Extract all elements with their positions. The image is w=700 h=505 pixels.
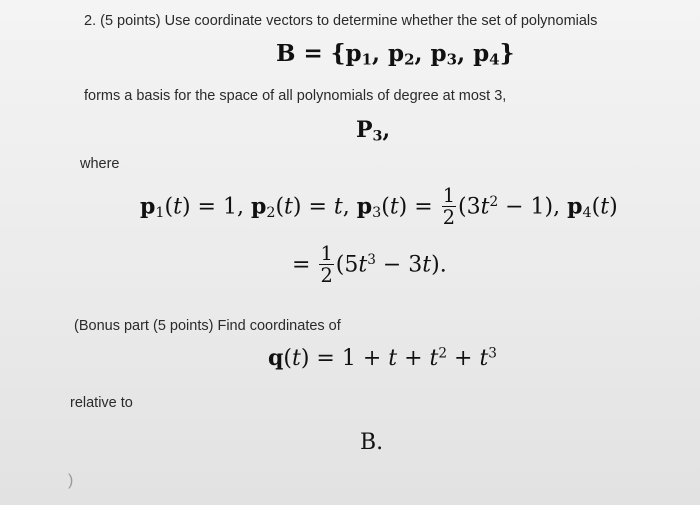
polynomial-definitions-line2: = $\frac{1}{2}$ $(5t^3 - 3t)$. bbox=[292, 242, 447, 288]
target-polynomial: $q(t) = 1 + t + t^2 + t^3$ bbox=[268, 345, 497, 371]
polynomial-definitions-line1: $p_1(t) = 1$, $p_2(t) = t$, $p_3(t)$ = $\frac{1}{2}$ $(3t^2 - 1)$, $p_4(t)$ bbox=[140, 184, 618, 230]
bonus-part-text: (Bonus part (5 points) Find coordinates of bbox=[74, 318, 341, 334]
polynomial-space: $P_3$, bbox=[356, 117, 391, 145]
margin-mark: ) bbox=[68, 472, 74, 489]
question-header bbox=[84, 13, 597, 29]
where-label: where bbox=[80, 156, 120, 172]
question-number: 2. bbox=[84, 13, 97, 29]
basis-set-name: B bbox=[276, 40, 296, 67]
relative-to-label: relative to bbox=[70, 395, 133, 411]
question-header-text: (5 points) Use coordinate vectors to determine whether the set of polynomials bbox=[100, 13, 598, 29]
basis-set-definition: $B = \{p_1$, $p_2$, $p_3$, $p_4$} bbox=[276, 40, 515, 69]
relative-basis: B. bbox=[360, 430, 384, 455]
basis-description: forms a basis for the space of all polynomials of degree at most 3, bbox=[84, 88, 507, 104]
